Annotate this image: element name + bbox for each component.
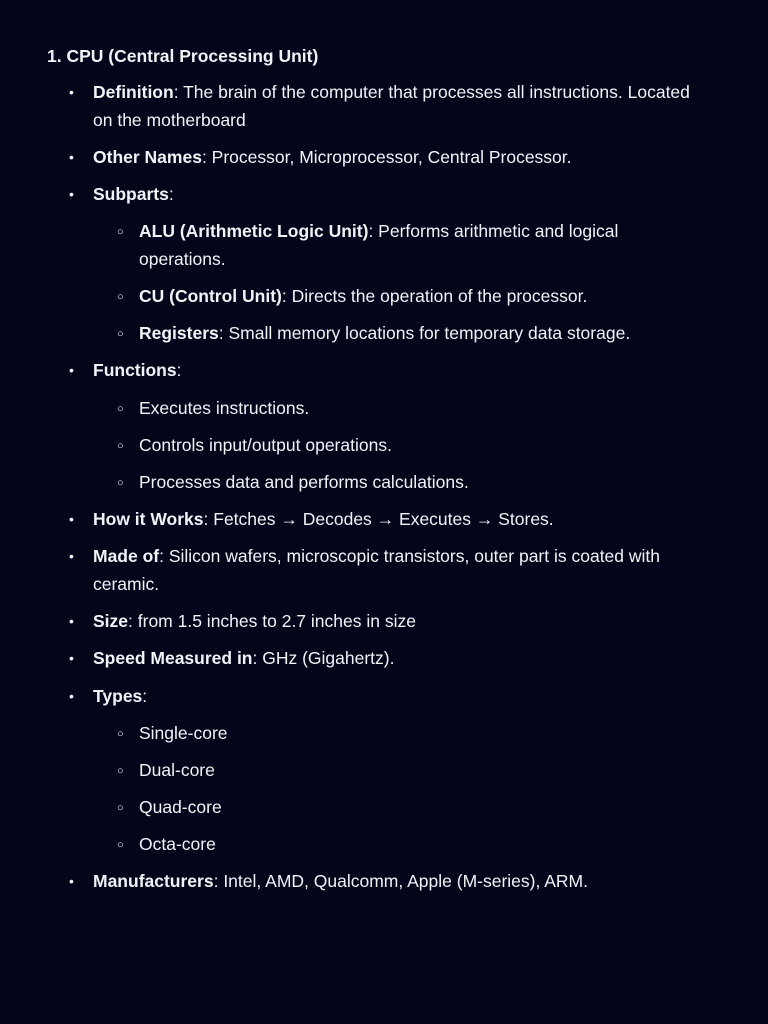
hollow-bullet-icon: ○: [117, 802, 124, 814]
sub-item-registers: [117, 320, 699, 348]
bullet-icon: •: [69, 84, 74, 100]
item-text: : GHz (Gigahertz).: [252, 648, 395, 668]
hollow-bullet-icon: ○: [117, 765, 124, 777]
item-term: ALU (Arithmetic Logic Unit): [139, 221, 369, 241]
list-item-size: [69, 608, 713, 636]
list-item-definition: [69, 79, 713, 134]
item-term: Size: [93, 611, 129, 631]
item-text: Controls input/output operations.: [139, 435, 392, 455]
list-item-subparts: [69, 181, 713, 209]
item-term: Subparts: [93, 184, 169, 204]
bullet-icon: •: [69, 362, 74, 378]
sub-item-type: [117, 757, 699, 785]
sub-item-alu: [117, 218, 659, 273]
sub-item-function: [117, 395, 699, 423]
sub-item-function: [117, 469, 699, 497]
item-term: How it Works: [93, 509, 204, 529]
item-text: : Small memory locations for temporary data storage.: [218, 323, 631, 343]
item-term: Other Names: [93, 147, 202, 167]
hollow-bullet-icon: ○: [117, 328, 124, 340]
sub-item-cu: [117, 283, 699, 311]
item-text: : Processor, Microprocessor, Central Processor.: [201, 147, 572, 167]
bullet-icon: •: [69, 186, 74, 202]
item-text: : Silicon wafers, microscopic transistors, outer part is coated with ceramic.: [93, 546, 661, 594]
bullet-icon: •: [69, 873, 74, 889]
list-item-speed: [69, 645, 713, 673]
hollow-bullet-icon: ○: [117, 440, 124, 452]
item-text: :: [142, 686, 148, 706]
sub-item-type: [117, 831, 699, 859]
sub-item-type: [117, 794, 699, 822]
item-text: Processes data and performs calculations.: [139, 472, 469, 492]
item-term: Types: [93, 686, 143, 706]
hollow-bullet-icon: ○: [117, 226, 124, 238]
item-term: Functions: [93, 360, 177, 380]
bullet-icon: •: [69, 149, 74, 165]
list-item-how-it-works: [69, 506, 713, 534]
hollow-bullet-icon: ○: [117, 839, 124, 851]
list-item-types: [69, 683, 713, 711]
hollow-bullet-icon: ○: [117, 291, 124, 303]
list-item-made-of: [69, 543, 713, 598]
item-text: Quad-core: [139, 797, 222, 817]
item-text: : Fetches → Decodes → Executes → Stores.: [203, 509, 554, 529]
bullet-icon: •: [69, 688, 74, 704]
item-term: Made of: [93, 546, 160, 566]
item-term: Speed Measured in: [93, 648, 253, 668]
item-text: : The brain of the computer that processes all instructions. Located on the motherboard: [93, 82, 690, 130]
bullet-icon: •: [69, 548, 74, 564]
item-term: CU (Control Unit): [139, 286, 282, 306]
item-term: Definition: [93, 82, 174, 102]
item-text: : Performs arithmetic and logical operations.: [139, 221, 619, 269]
list-item-manufacturers: [69, 868, 713, 896]
item-text: :: [168, 184, 174, 204]
item-text: :: [176, 360, 182, 380]
hollow-bullet-icon: ○: [117, 477, 124, 489]
item-text: Dual-core: [139, 760, 215, 780]
hollow-bullet-icon: ○: [117, 728, 124, 740]
bullet-icon: •: [69, 511, 74, 527]
item-term: Manufacturers: [93, 871, 214, 891]
item-text: : Directs the operation of the processor.: [281, 286, 588, 306]
sub-item-function: [117, 432, 699, 460]
item-text: : Intel, AMD, Qualcomm, Apple (M-series), ARM.: [213, 871, 588, 891]
hollow-bullet-icon: ○: [117, 403, 124, 415]
list-item-other-names: [69, 144, 713, 172]
item-text: Single-core: [139, 723, 228, 743]
list-item-functions: [69, 357, 713, 385]
bullet-icon: •: [69, 613, 74, 629]
item-term: Registers: [139, 323, 219, 343]
item-text: Octa-core: [139, 834, 216, 854]
item-text: : from 1.5 inches to 2.7 inches in size: [128, 611, 416, 631]
sub-item-type: [117, 720, 699, 748]
section-heading: 1. CPU (Central Processing Unit): [47, 46, 319, 66]
bullet-icon: •: [69, 650, 74, 666]
item-text: Executes instructions.: [139, 398, 310, 418]
